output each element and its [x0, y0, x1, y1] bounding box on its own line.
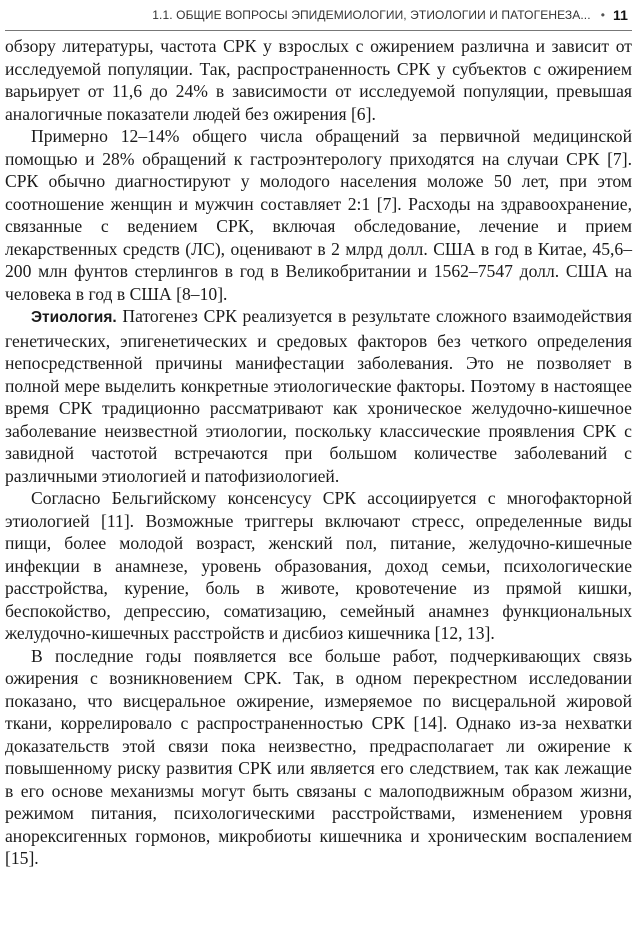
- section-title: 1.1. ОБЩИЕ ВОПРОСЫ ЭПИДЕМИОЛОГИИ, ЭТИОЛОГИИ И ПАТОГЕНЕЗА...: [152, 8, 591, 22]
- header-rule: [5, 30, 632, 31]
- page-number: 11: [613, 7, 628, 23]
- header-separator: •: [600, 8, 605, 22]
- run-in-heading: Этиология.: [31, 309, 117, 326]
- paragraph-continued: [5, 35, 632, 125]
- paragraph-text: В последние годы появляется все больше работ, подчеркивающих связь ожирения с возникновением СРК. Так, в одном перекрестном исследовании показано, что висцеральное ожирение, измеряемое по висцеральной жировой ткани, коррелировало с распространенностью СРК [14]. Однако из-за нехватки доказательств этой связи пока неизвестно, предрасполагает ли ожирение к повышенному риску развития СРК или является его следствием, так как лежащие в его основе механизмы могут быть связаны с малоподвижным образом жизни, режимом питания, психологическими расстройствами, изменением уровня анорексигенных гормонов, микробиоты кишечника и хроническим воспалением [15].: [5, 645, 632, 868]
- paragraph-text: обзору литературы, частота СРК у взрослых с ожирением различна и зависит от исследуемой популяции. Так, распространенность СРК у субъектов с ожирением варьирует от 11,6 до 24% в зависимости от исследуемой популяции, превышая аналогичные показатели людей без ожирения [6].: [5, 36, 632, 124]
- running-head: [5, 0, 632, 30]
- paragraph: [5, 487, 632, 645]
- paragraph-text: Согласно Бельгийскому консенсусу СРК ассоциируется с многофакторной этиологией [11]. Возможные триггеры включают стресс, определенные виды пищи, более молодой возраст, женский пол, питание, желудочно-кишечные инфекции в анамнезе, уровень образования, доход семьи, психологические расстройства, курение, боль в животе, кровотечение из прямой кишки, беспокойство, депрессию, соматизацию, семейный анамнез функциональных желудочно-кишечных расстройств и дисбиоз кишечника [12, 13].: [5, 488, 632, 643]
- paragraph-text: Примерно 12–14% общего числа обращений за первичной медицинской помощью и 28% обращений к гастроэнтерологу приходятся на случаи СРК [7]. СРК обычно диагностируют у молодого населения моложе 50 лет, при этом соотношение женщин и мужчин составляет 2:1 [7]. Расходы на здравоохранение, связанные с ведением СРК, включая обследование, лечение и прием лекарственных средств (ЛС), оценивают в 2 млрд долл. США в год в Китае, 45,6–200 млн фунтов стерлингов в год в Великобритании и 1562–7547 долл. США на человека в год в США [8–10].: [5, 126, 632, 304]
- paragraph-text: Патогенез СРК реализуется в результате сложного взаимодействия генетических, эпигенетических и средовых факторов без четкого определения непосредственной причины манифестации заболевания. Это не позволяет в полной мере выделить конкретные этиологические факторы. Поэтому в настоящее время СРК традиционно рассматривают как хроническое желудочно-кишечное заболевание неизвестной этиологии, поскольку классические проявления СРК с завидной частотой встречаются при большом количестве заболеваний с различными этиологией и патофизиологией.: [5, 306, 632, 486]
- paragraph: [5, 645, 632, 870]
- paragraph-etiology: [5, 305, 632, 487]
- paragraph: [5, 125, 632, 305]
- body-text: [5, 35, 632, 870]
